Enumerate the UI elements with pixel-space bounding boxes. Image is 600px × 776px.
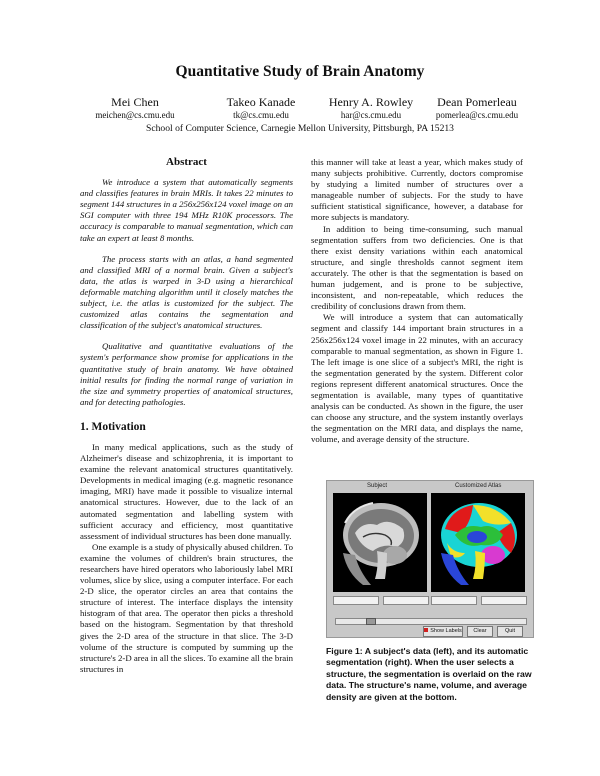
mri-slice-drawing xyxy=(333,493,427,592)
indicator-icon xyxy=(424,628,428,632)
author-4 xyxy=(402,95,552,121)
structure-volume-field xyxy=(383,596,429,605)
abstract-paragraph: The process starts with an atlas, a hand segmented and classified MRI of a normal brain. Given a subject's data, the atlas is warped in 3-D using a hierarchical deformable matching algorithm until it closely matches the subject, i.e. the atlas is customized for the subject. The customized atlas contains the segmentation and classification of the subject's anatomical structures. xyxy=(80,253,293,331)
body-paragraph: In many medical applications, such as the study of Alzheimer's disease and schizophrenia, it is important to examine the relevant anatomical structures quantitatively. Developments in medical imaging (e.g. magnetic resonance imaging, MRI) have made it possible to visualize internal anatomical structures. However, due to the lack of an automated segmentation and labelling system with sufficient accuracy and efficiency, most quantitative assessment of individual structures has been done manually. xyxy=(80,441,293,541)
subject-label: Subject xyxy=(367,483,388,489)
abstract-heading: Abstract xyxy=(166,156,207,168)
structure-name-field xyxy=(333,596,379,605)
author-email: pomerlea@cs.cmu.edu xyxy=(435,110,519,120)
slider-handle[interactable] xyxy=(366,618,376,625)
atlas-segmentation-image xyxy=(431,493,525,592)
show-labels-label: Show Labels xyxy=(430,628,462,634)
quit-label: Quit xyxy=(504,628,516,634)
author-name: Dean Pomerleau xyxy=(437,95,517,109)
structure-extra-field xyxy=(481,596,527,605)
right-column xyxy=(311,157,523,445)
clear-button[interactable] xyxy=(467,626,493,637)
show-labels-button[interactable] xyxy=(423,626,463,637)
figure-1 xyxy=(326,480,534,638)
atlas-label: Customized Atlas xyxy=(455,483,502,489)
slice-slider[interactable] xyxy=(335,618,527,625)
author-name: Mei Chen xyxy=(111,95,159,109)
figure-1-caption: Figure 1: A subject's data (left), and its automatic segmentation (right). When the user selects a structure, the segmentation is overlaid on the raw data. The structure's name, volume, and average density are given at the bottom. xyxy=(326,646,532,702)
author-email: meichen@cs.cmu.edu xyxy=(95,110,175,120)
quit-button[interactable] xyxy=(497,626,523,637)
body-paragraph: this manner will take at least a year, which makes study of many subjects prohibitive. Currently, doctors compromise by studying a limited number of structures over a manageable number of subjects. For the study to have sufficient statistical significance, however, a database for more subjects is mandatory. xyxy=(311,157,523,223)
atlas-segmentation-drawing xyxy=(431,493,525,592)
paper-title: Quantitative Study of Brain Anatomy xyxy=(175,63,425,80)
author-name: Henry A. Rowley xyxy=(328,95,414,109)
abstract-paragraph: Qualitative and quantitative evaluations of the system's performance show promise for applications in the quantitative study of brain anatomy. We have obtained initial results for finding the normal range of variation in the size and symmetry properties of anatomical structures, and for detecting pathologies. xyxy=(80,341,293,407)
body-paragraph: One example is a study of physically abused children. To examine the volumes of children's brain structures, the researchers have hired operators who laboriously label MRI volumes, slice by slice, using a computer interface. For each 2-D slice, the operator circles an area that contains the structure of interest. The interface displays the intensity histogram of that area. The operator then picks a threshold based on the histogram. Segmentation by that threshold gives the 2-D area of the structure in that slice. The 3-D volume of the structure is computed by summing up the structure's 2-D area in all the slices. To examine all the brain structures in xyxy=(80,541,294,674)
body-paragraph: We will introduce a system that can automatically segment and classify 144 important brain structures in a 256x256x124 voxel image in 22 minutes, with an accuracy comparable to manual segmentation, as shown in Figure 1. The left image is one slice of a subject's MRI, the right is the segmentation generated by the system. Different color regions represent different anatomical structures. Once the segmentation is available, many types of quantitative analysis can be conducted. As shown in the figure, the user can choose any structure, and the system instantly overlays the segmentation on the MRI data, and displays the name, volume, and average density of the structure. xyxy=(311,312,523,445)
clear-label: Clear xyxy=(473,628,487,634)
structure-density-field xyxy=(431,596,477,605)
mri-slice-image xyxy=(333,493,427,592)
author-name: Takeo Kanade xyxy=(226,95,296,109)
left-column xyxy=(80,157,293,675)
affiliation: School of Computer Science, Carnegie Mellon University, Pittsburgh, PA 15213 xyxy=(146,123,454,134)
section-heading-motivation: 1. Motivation xyxy=(80,420,146,433)
author-email: har@cs.cmu.edu xyxy=(340,110,402,120)
abstract-paragraph: We introduce a system that automatically segments and classifies features in brain MRIs. It takes 22 minutes to segment 144 structures in a 256x256x124 voxel image on an SGI computer with three 194 MHz R10K processors. The accuracy is comparable to manual segmentation, which can take an expert at least 8 months. xyxy=(80,177,293,243)
body-paragraph: In addition to being time-consuming, such manual segmentation suffers from two deficiencies. One is that there exist density variations within each anatomical structure, and single thresholds cannot segment item accurately. The other is that the segmentation is based on human judgement, and is prone to be subjective, inconsistent, and non-repeatable, which reduces the credibility of conclusions drawn from them. xyxy=(311,223,523,312)
author-email: tk@cs.cmu.edu xyxy=(233,110,289,120)
